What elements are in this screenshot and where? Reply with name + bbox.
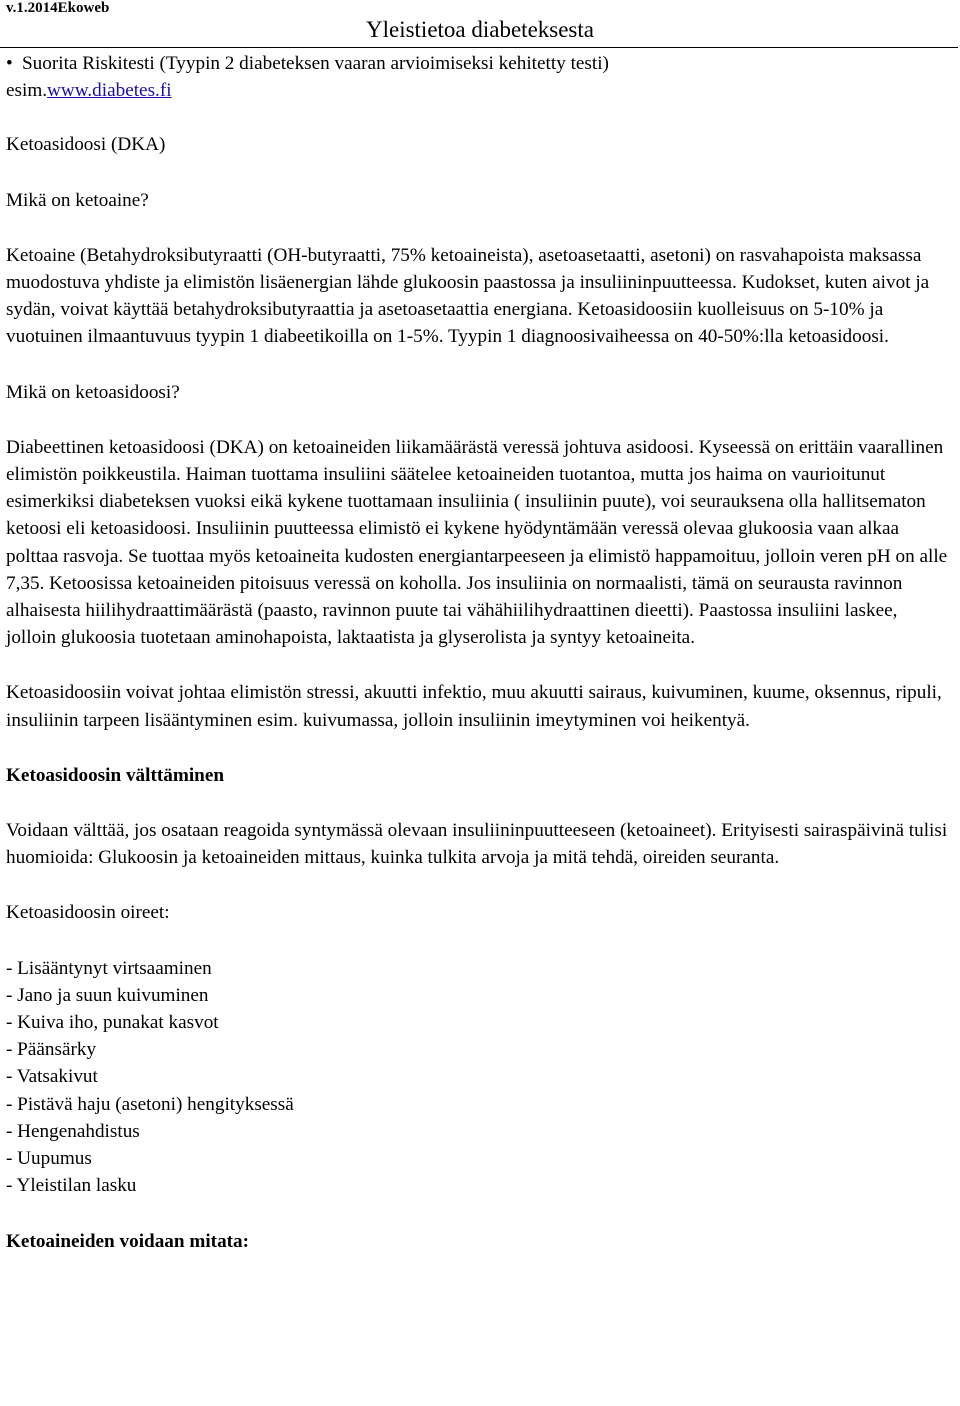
ketoaine-paragraph: Ketoaine (Betahydroksibutyraatti (OH-butyraatti, 75% ketoaineista), asetoasetaatti, asetoni) on rasvahapoista maksassa muodostuva yhdiste ja elimistön lisäenergian lähde glukoosin paastossa ja insuliininpuutteessa. Kudokset, kuten aivot ja sydän, voivat käyttää betahydroksibutyraattia ja asetoasetaattia energiana. Ketoasidoosiin kuolleisuus on 5-10% ja vuotuinen ilmaantuvuus tyypin 1 diabeetikoilla on 1-5%. Tyypin 1 diagnoosivaiheessa on 40-50%:lla ketoasidoosi. xyxy=(6,244,930,348)
list-item: - Yleistilan lasku xyxy=(6,1175,137,1197)
ketoasidoosi-heading: Mikä on ketoasidoosi? xyxy=(6,381,180,403)
list-item: - Kuiva iho, punakat kasvot xyxy=(6,1012,219,1034)
link-prefix: esim. xyxy=(6,80,48,102)
list-item: - Hengenahdistus xyxy=(6,1120,140,1142)
symptoms-heading: Ketoasidoosin oireet: xyxy=(6,902,170,924)
page-title: Yleistietoa diabeteksesta xyxy=(365,17,594,42)
risk-test-text: Suorita Riskitesti (Tyypin 2 diabeteksen vaaran arvioimiseksi kehitetty testi) xyxy=(22,53,609,74)
prevention-heading: Ketoasidoosin välttäminen xyxy=(6,764,225,786)
causes-paragraph: Ketoasidoosiin voivat johtaa elimistön stressi, akuutti infektio, muu akuutti sairaus, kuivuminen, kuume, oksennus, ripuli, insuliinin tarpeen lisääntyminen esim. kuivumassa, jolloin insuliinin imeytyminen voi heikentyä. xyxy=(6,682,942,731)
risk-test-bullet xyxy=(6,50,952,77)
version-label: v.1.2014Ekoweb xyxy=(6,0,110,16)
list-item: - Vatsakivut xyxy=(6,1066,98,1088)
ketoasidoosi-paragraph: Diabeettinen ketoasidoosi (DKA) on ketoaineiden liikamäärästä veressä johtuva asidoosi. Kyseessä on erittäin vaarallinen elimistön poikkeustila. Haiman tuottama insuliini säätelee ketoaineiden tuotantoa, mutta jos haima on vaurioitunut esimerkiksi diabeteksen vuoksi eikä kykene tuottamaan insuliinia ( insuliinin puute), voi seurauksena olla hallitsematon ketoosi eli ketoasidoosi. Insuliinin puutteessa elimistö ei kykene hyödyntämään veressä olevaa glukoosia vaan alkaa polttaa rasvoja. Se tuottaa myös ketoaineita kudosten energiantarpeeseen ja elimistö happamoituu, jolloin veren pH on alle 7,35. Ketoosissa ketoaineiden pitoisuus veressä on koholla. Jos insuliinia on normaalisti, tämä on seurausta ravinnon alhaisesta hiilihydraattimäärästä (paasto, ravinnon puute tai vähähiilihydraattinen dieetti). Paastossa insuliini laskee, jolloin glukoosia tuotetaan aminohapoista, laktaatista ja glyserolista ja syntyy ketoaineita. xyxy=(6,436,948,649)
bullet-icon: • xyxy=(6,53,13,74)
diabetes-link[interactable]: www.diabetes.fi xyxy=(47,80,172,102)
dka-heading: Ketoasidoosi (DKA) xyxy=(6,134,166,156)
symptoms-list xyxy=(6,955,952,1200)
list-item: - Uupumus xyxy=(6,1148,92,1170)
measure-heading: Ketoaineiden voidaan mitata: xyxy=(6,1230,250,1252)
link-line xyxy=(6,77,952,104)
document-body xyxy=(6,50,952,1255)
ketoaine-heading: Mikä on ketoaine? xyxy=(6,189,149,211)
list-item: - Jano ja suun kuivuminen xyxy=(6,984,209,1006)
title-divider xyxy=(0,47,958,48)
list-item: - Päänsärky xyxy=(6,1039,97,1061)
prevention-paragraph: Voidaan välttää, jos osataan reagoida syntymässä olevaan insuliininpuutteeseen (ketoaineet). Erityisesti sairaspäivinä tulisi huomioida: Glukoosin ja ketoaineiden mittaus, kuinka tulkita arvoja ja mitä tehdä, oireiden seuranta. xyxy=(6,820,948,869)
list-item: - Lisääntynyt virtsaaminen xyxy=(6,957,212,979)
list-item: - Pistävä haju (asetoni) hengityksessä xyxy=(6,1093,294,1115)
